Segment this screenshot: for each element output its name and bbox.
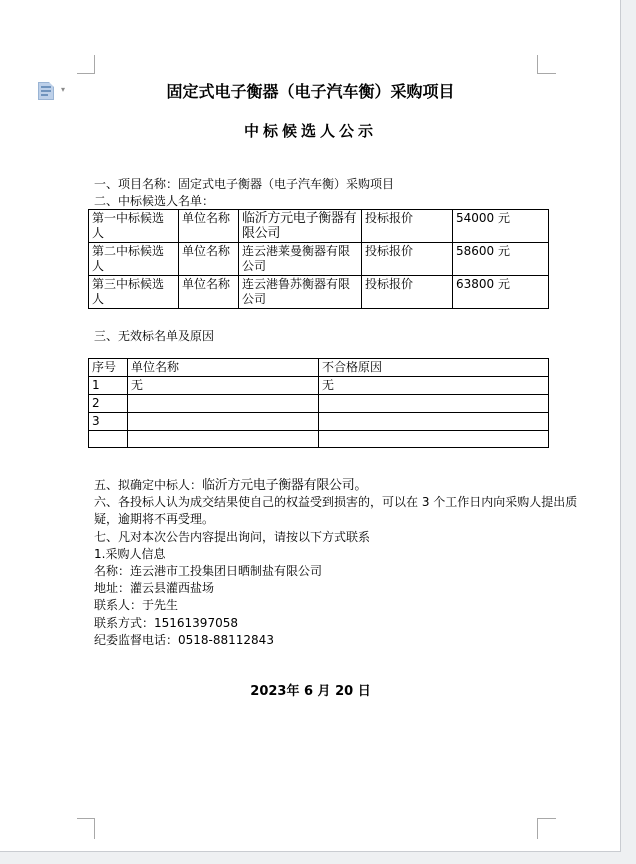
table-row (89, 243, 549, 276)
header-serial: 序号 (89, 359, 128, 377)
cell-serial (89, 431, 128, 448)
cell-reason: 无 (319, 377, 549, 395)
header-company: 单位名称 (128, 359, 319, 377)
paragraph-invalid-bids-heading: 三、无效标名单及原因 (94, 329, 215, 343)
purchaser-address: 地址：灌云县灌西盐场 (94, 581, 215, 596)
paragraph-objection-line1: 六、各投标人认为成交结果使自己的权益受到损害的，可以在 3 个工作日内向采购人提出质 (94, 495, 578, 510)
company-name: 连云港莱曼衡器有限公司 (239, 243, 362, 276)
cell-company: 无 (128, 377, 319, 395)
table-header-row (89, 359, 549, 377)
candidates-table (88, 209, 549, 309)
purchaser-info-heading: 1.采购人信息 (94, 546, 166, 561)
supervision-phone: 纪委监督电话：0518-88112843 (94, 632, 274, 647)
field-label: 单位名称 (179, 276, 239, 309)
field-label: 单位名称 (179, 210, 239, 243)
table-row (89, 210, 549, 243)
winner-prefix: 五、拟确定中标人： (94, 478, 203, 492)
cell-company (128, 395, 319, 413)
cell-reason (319, 413, 549, 431)
candidate-rank: 第二中标候选人 (89, 243, 179, 276)
paragraph-candidate-list-heading: 二、中标候选人名单： (94, 194, 215, 208)
candidate-rank: 第三中标候选人 (89, 276, 179, 309)
margin-corner-mark-top-right (537, 55, 556, 74)
company-name: 临沂方元电子衡器有限公司 (239, 210, 362, 243)
cell-serial: 2 (89, 395, 128, 413)
table-row (89, 276, 549, 309)
paragraph-winner (94, 477, 577, 494)
table-row (89, 395, 549, 413)
table-row (89, 431, 549, 448)
margin-corner-mark-bottom-right (537, 818, 556, 839)
table-row (89, 413, 549, 431)
winner-company: 临沂方元电子衡器有限公司。 (202, 478, 368, 493)
announcement-text-block (94, 477, 577, 649)
bid-price: 63800 元 (453, 276, 549, 309)
paragraph-objection-line2: 疑，逾期将不再受理。 (94, 512, 215, 527)
margin-corner-mark-bottom-left (77, 818, 95, 839)
header-reason: 不合格原因 (319, 359, 549, 377)
chevron-down-icon: ▾ (61, 85, 66, 94)
cell-company (128, 413, 319, 431)
bid-price: 54000 元 (453, 210, 549, 243)
document-date: 2023年 6 月 20 日 (250, 684, 371, 699)
price-label: 投标报价 (362, 243, 453, 276)
purchaser-name: 名称：连云港市工投集团日晒制盐有限公司 (94, 564, 323, 579)
margin-corner-mark-top-left (77, 55, 95, 74)
cell-company (128, 431, 319, 448)
price-label: 投标报价 (362, 276, 453, 309)
company-name: 连云港鲁苏衡器有限公司 (239, 276, 362, 309)
price-label: 投标报价 (362, 210, 453, 243)
bid-price: 58600 元 (453, 243, 549, 276)
document-subtitle: 中标候选人公示 (243, 122, 377, 140)
cell-reason (319, 395, 549, 413)
cell-serial: 1 (89, 377, 128, 395)
cell-serial: 3 (89, 413, 128, 431)
table-row (89, 377, 549, 395)
paragraph-project-name: 一、项目名称：固定式电子衡器（电子汽车衡）采购项目 (94, 177, 395, 191)
invalid-bids-table (88, 358, 549, 448)
contact-phone: 联系方式：15161397058 (94, 615, 238, 630)
document-title: 固定式电子衡器（电子汽车衡）采购项目 (166, 82, 455, 101)
cell-reason (319, 431, 549, 448)
field-label: 单位名称 (179, 243, 239, 276)
contact-person: 联系人：于先生 (94, 598, 179, 613)
paragraph-inquiry: 七、凡对本次公告内容提出询问，请按以下方式联系 (94, 529, 371, 544)
candidate-rank: 第一中标候选人 (89, 210, 179, 243)
